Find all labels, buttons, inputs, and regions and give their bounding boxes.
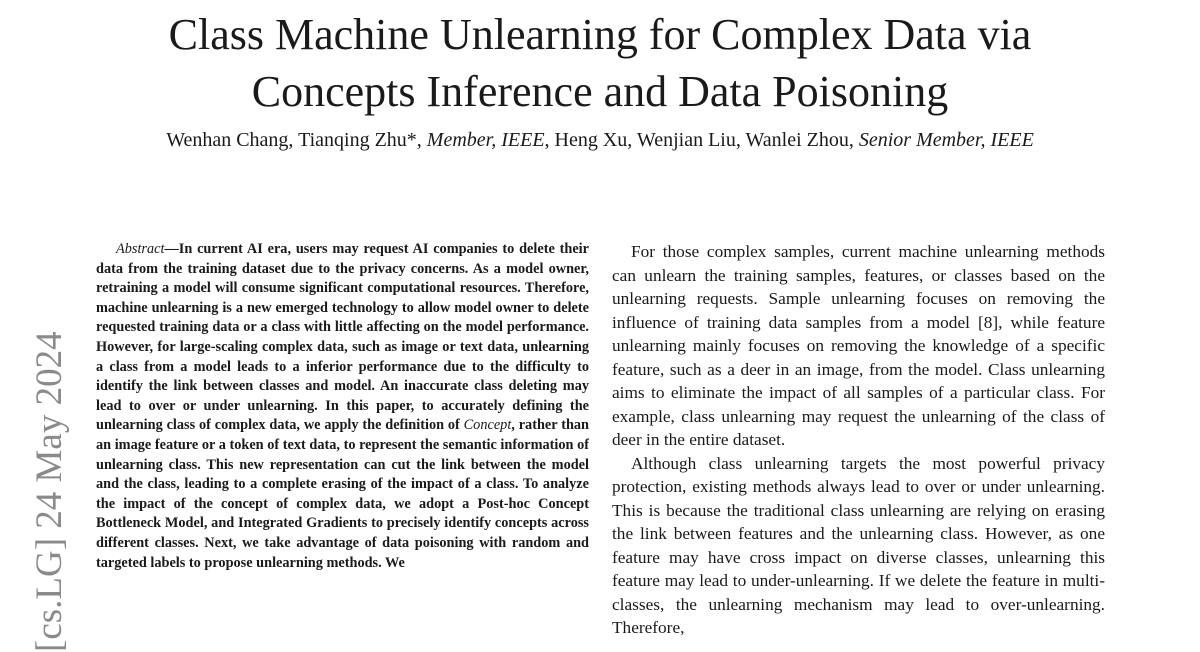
authors-part-2: , Heng Xu, Wenjian Liu, Wanlei Zhou, bbox=[544, 129, 859, 151]
abstract-dash: — bbox=[164, 241, 179, 257]
abstract-concept-term: Concept bbox=[463, 417, 512, 434]
authors-part-1: Wenhan Chang, Tianqing Zhu*, bbox=[166, 129, 427, 151]
intro-paragraph-1: For those complex samples, current machine unlearning methods can unlearn the training samples, features, or classes based on the unlearning requests. Sample unlearning focuses on removing the influence of training data samples from a model [8], while feature unlearning mainly focuses on removing the knowledge of a specific feature, such as a deer in an image, from the model. Class unlearning aims to eliminate the impact of all samples of a particular class. For example, class unlearning may request the unlearning of the class of deer in the entire dataset. bbox=[612, 242, 1105, 449]
author-list bbox=[60, 128, 1140, 152]
abstract bbox=[96, 240, 589, 573]
intro-paragraph-2: Although class unlearning targets the most powerful privacy protection, existing methods always lead to over or under unlearning. This is because the traditional class unlearning are relying on erasing the link between features and the unlearning class. However, as one feature may have cross impact on diverse classes, unlearning this feature may lead to under-unlearning. If we delete the feature in multi-classes, the unlearning mechanism may lead to over-unlearning. Therefore, bbox=[612, 453, 1105, 637]
title-line-1: Class Machine Unlearning for Complex Data via bbox=[168, 10, 1032, 59]
author-affiliation-member: Member, IEEE bbox=[426, 129, 545, 151]
abstract-text-part-2: , rather than an image feature or a token of text data, to represent the semantic information of unlearning class. This new representation can cut the link between the model and the class, leading to a complete erasing of the impact of a class. To analyze the impact of the concept of complex data, we adopt a Post-hoc Concept Bottleneck Model, and Integrated Gradients to precisely identify concepts across different classes. Next, we take advantage of data poisoning with random and targeted labels to propose unlearning methods. We bbox=[96, 417, 589, 571]
paper-title bbox=[60, 6, 1140, 120]
arxiv-side-stamp: [cs.LG] 24 May 2024 bbox=[29, 331, 70, 652]
abstract-text-part-1: In current AI era, users may request AI companies to delete their data from the training dataset due to the privacy concerns. As a model owner, retraining a model will consume significant computational resources. Therefore, machine unlearning is a new emerged technology to allow model owner to delete requested training data or a class with little affecting on the model performance. However, for large-scaling complex data, such as image or text data, unlearning a class from a model leads to a inferior performance due to the difficulty to identify the link between classes and model. An inaccurate class deleting may lead to over or under unlearning. In this paper, to accurately defining the unlearning class of complex data, we apply the definition of bbox=[96, 241, 589, 434]
author-affiliation-senior-member: Senior Member, IEEE bbox=[858, 129, 1034, 151]
abstract-heading: Abstract bbox=[116, 241, 165, 257]
right-column bbox=[612, 240, 1105, 640]
title-line-2: Concepts Inference and Data Poisoning bbox=[251, 67, 949, 116]
left-column bbox=[96, 240, 589, 573]
